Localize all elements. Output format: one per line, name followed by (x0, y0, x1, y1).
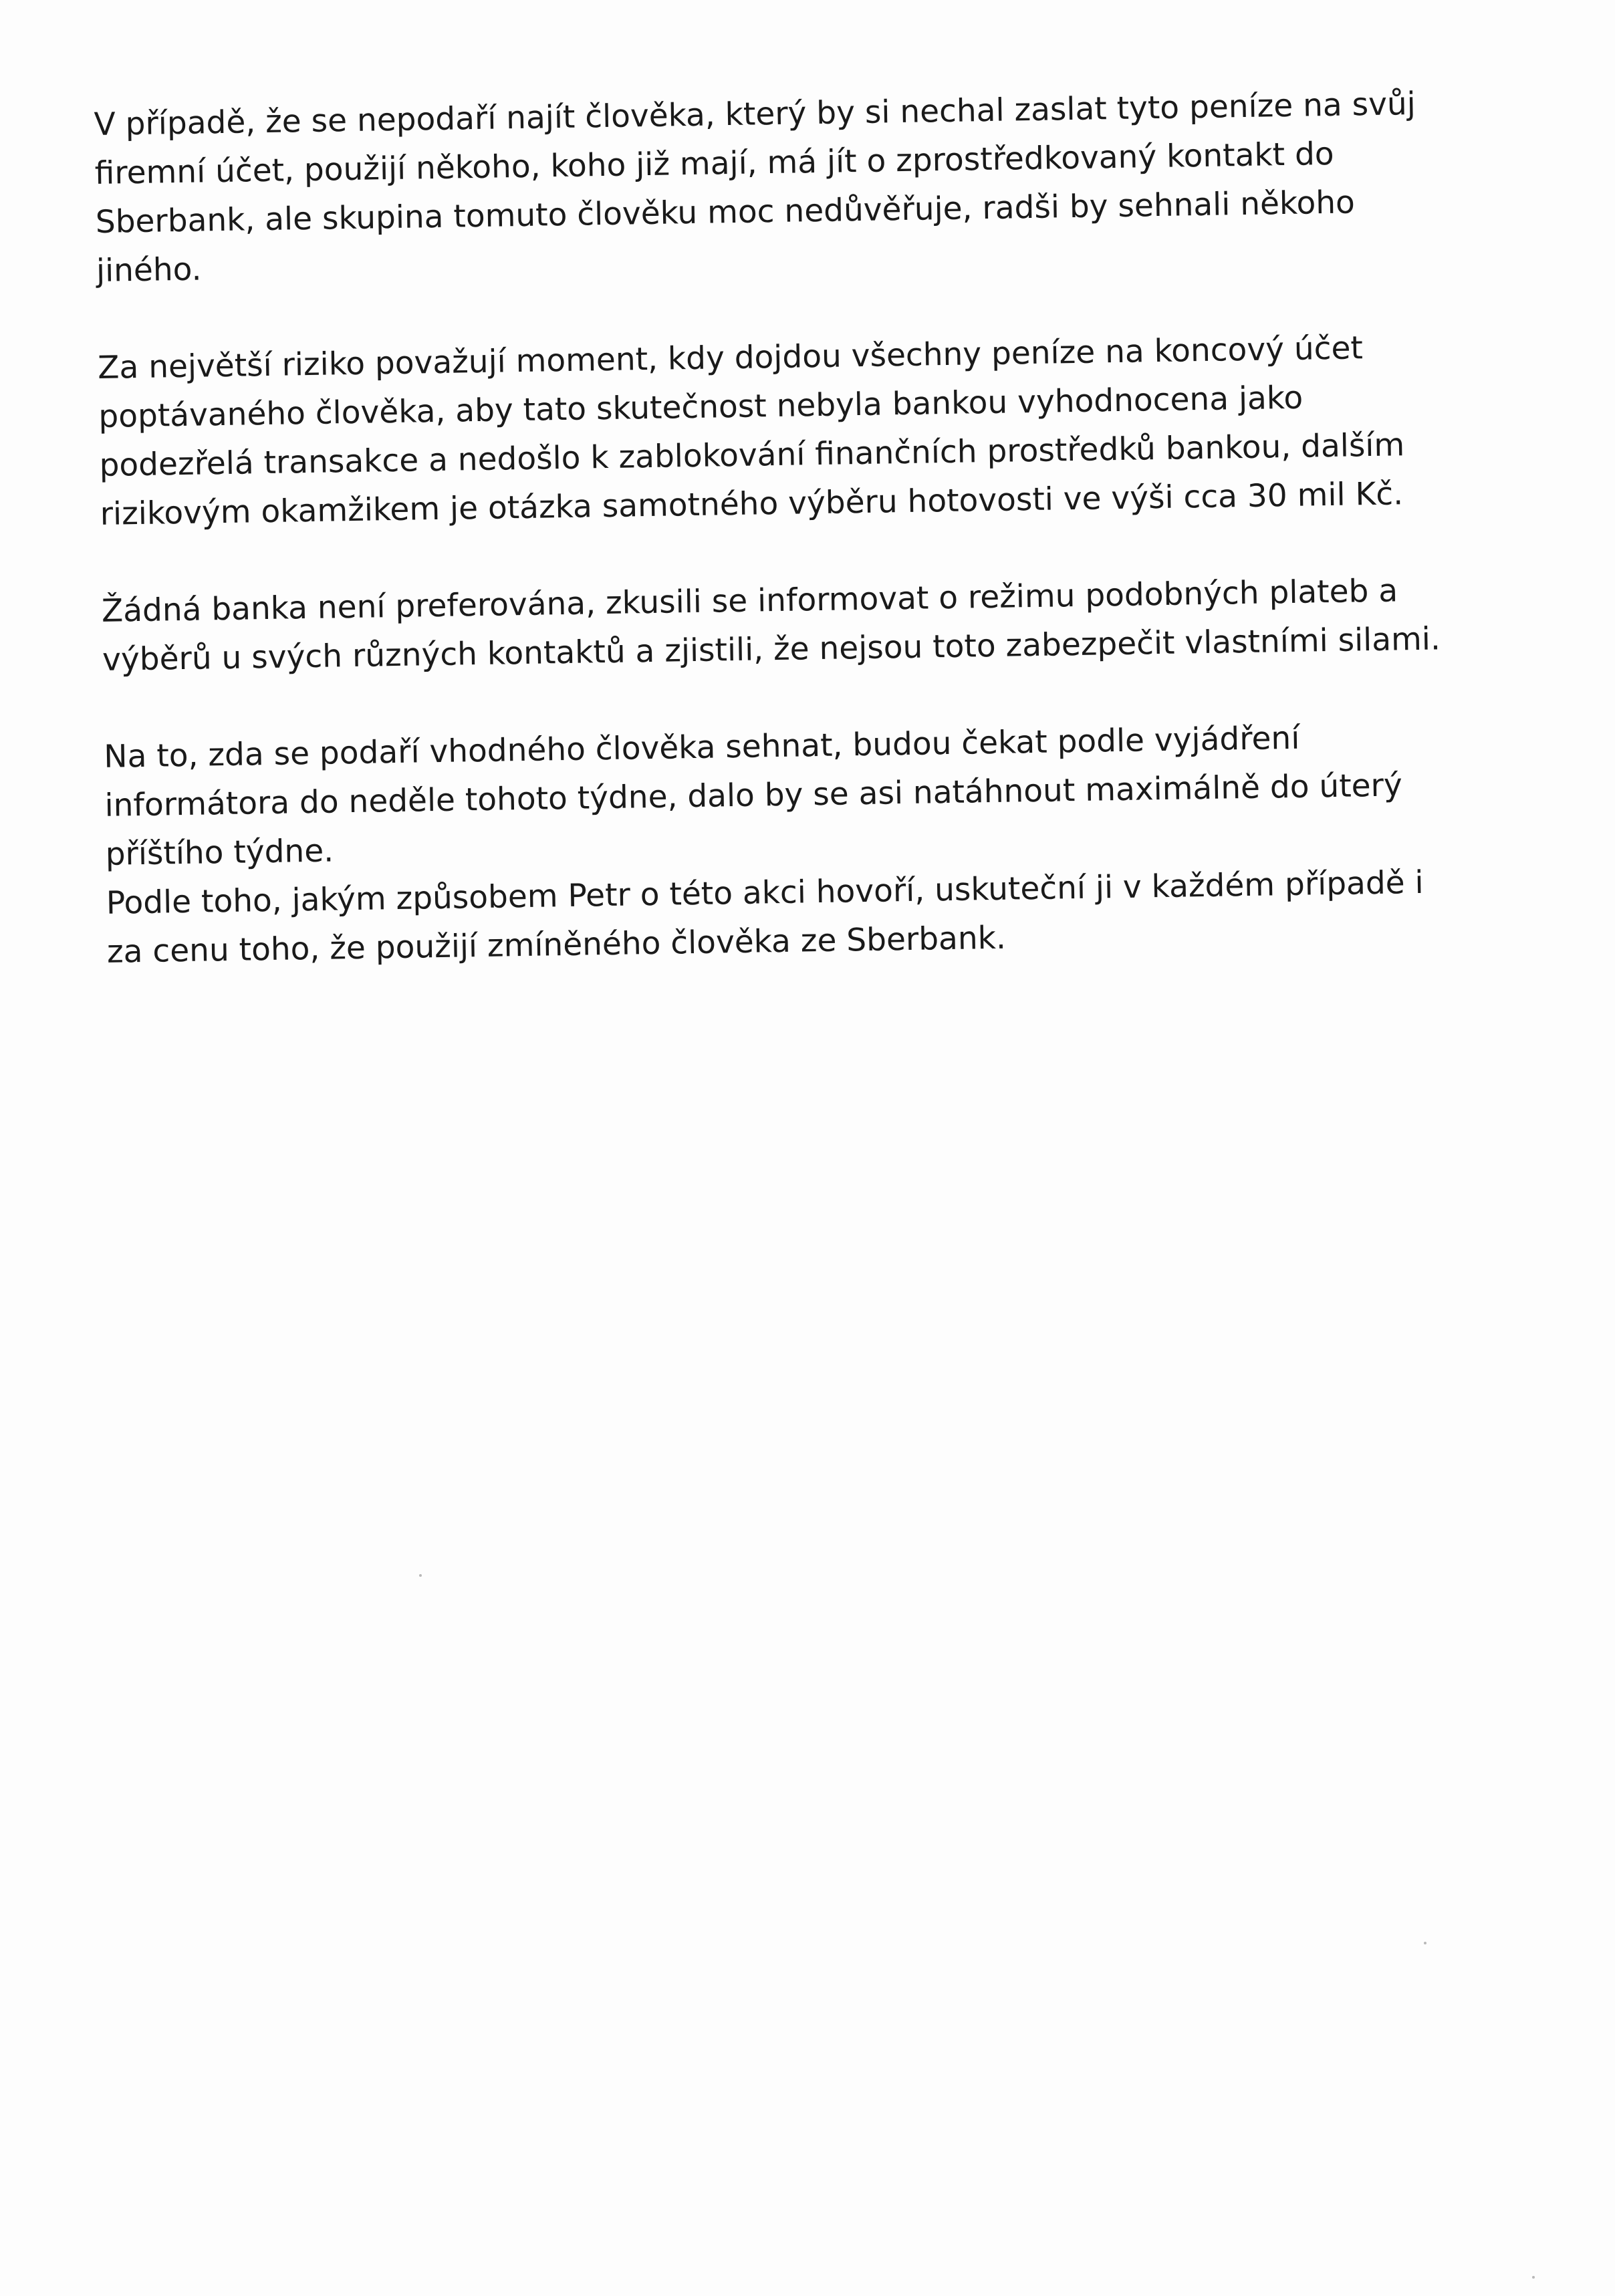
scan-speck (419, 1574, 422, 1577)
paragraph-line: informátora do neděle tohoto týdne, dalo by se asi natáhnout maximálně do úterý (104, 767, 1403, 824)
paragraph-line: poptávaného člověka, aby tato skutečnost nebyla bankou vyhodnocena jako (98, 379, 1303, 435)
paragraph-2 (98, 321, 1524, 538)
paragraph-4 (104, 710, 1531, 976)
paragraph-line: za cenu toho, že použijí zmíněného člověka ze Sberbank. (106, 919, 1007, 971)
paragraph-line: Za největší riziko považují moment, kdy dojdou všechny peníze na koncový účet (97, 330, 1364, 386)
paragraph-line: Sberbank, ale skupina tomuto člověku moc nedůvěřuje, radši by sehnali někoho (95, 184, 1356, 241)
paragraph-line: Podle toho, jakým způsobem Petr o této akci hovoří, uskuteční ji v každém případě i (106, 864, 1424, 922)
document-body (94, 78, 1531, 977)
scan-speck (1424, 1942, 1426, 1944)
scan-speck (1532, 2276, 1535, 2279)
paragraph-line: Žádná banka není preferována, zkusili se informovat o režimu podobných plateb a (101, 572, 1398, 630)
paragraph-line: jiného. (96, 251, 202, 289)
paragraph-line: rizikovým okamžikem je otázka samotného výběru hotovosti ve výši cca 30 mil Kč. (100, 475, 1404, 533)
paragraph-line: výběrů u svých různých kontaktů a zjistili, že nejsou toto zabezpečit vlastními silami. (102, 620, 1441, 678)
paragraph-1 (94, 78, 1520, 295)
paragraph-line: podezřelá transakce a nedošlo k zablokování finančních prostředků bankou, dalším (99, 426, 1405, 484)
paragraph-line: V případě, že se nepodaří najít člověka, který by si nechal zaslat tyto peníze na svůj (94, 85, 1416, 143)
paragraph-line: firemní účet, použijí někoho, koho již mají, má jít o zprostředkovaný kontakt do (94, 135, 1335, 192)
paragraph-line: Na to, zda se podaří vhodného člověka sehnat, budou čekat podle vyjádření (104, 719, 1300, 775)
paragraph-line: příštího týdne. (105, 832, 334, 873)
